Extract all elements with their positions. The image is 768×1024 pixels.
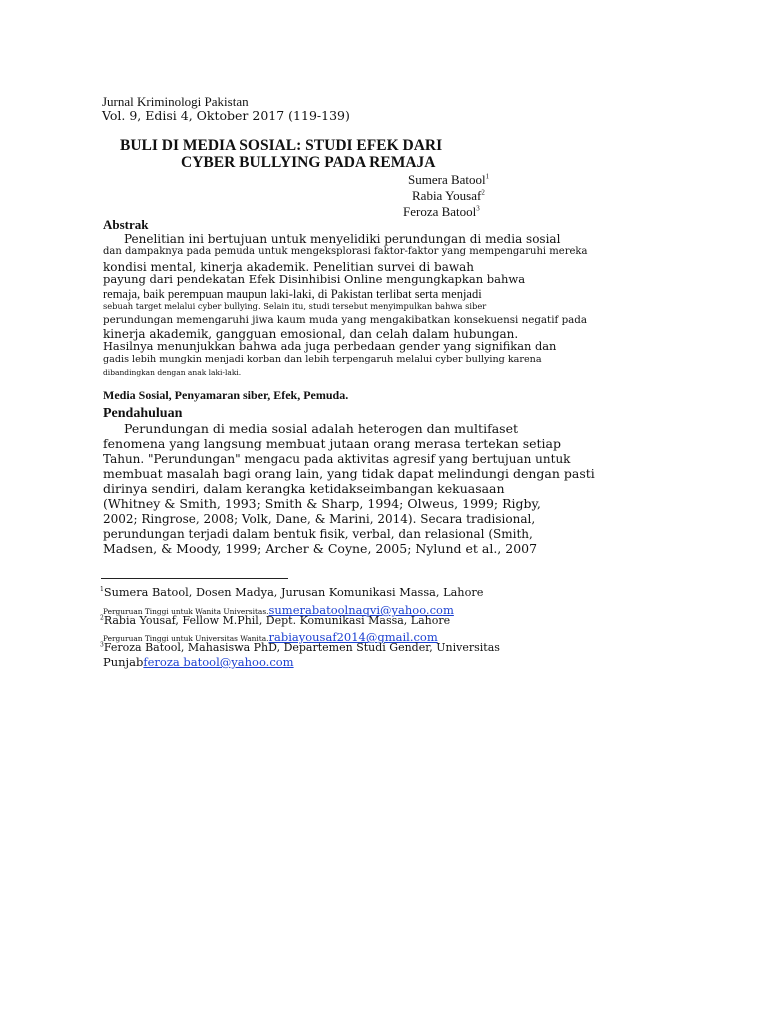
intro-line-9: Madsen, & Moody, 1999; Archer & Coyne, 2005; Nylund et al., 2007 <box>103 541 538 556</box>
abstract-line-11: dibandingkan dengan anak laki-laki. <box>103 368 242 377</box>
abstract-line-4: payung dari pendekatan Efek Disinhibisi Online mengungkapkan bahwa <box>103 272 526 286</box>
intro-heading: Pendahuluan <box>103 406 183 421</box>
intro-line-1: Perundungan di media sosial adalah heterogen dan multifaset <box>124 421 518 436</box>
author-1 <box>408 173 489 186</box>
abstract-line-1: Penelitian ini bertujuan untuk menyelidiki perundungan di media sosial <box>124 232 561 246</box>
footnote-3-email-link[interactable]: feroza batool@yahoo.com <box>143 655 294 669</box>
footnote-1 <box>100 587 483 598</box>
keywords: Media Sosial, Penyamaran siber, Efek, Pemuda. <box>103 388 349 402</box>
intro-line-7: 2002; Ringrose, 2008; Volk, Dane, & Marini, 2014). Secara tradisional, <box>103 512 536 526</box>
abstract-line-10: gadis lebih mungkin menjadi korban dan lebih terpengaruh melalui cyber bullying karena <box>103 354 542 365</box>
intro-line-2: fenomena yang langsung membuat jutaan orang merasa tertekan setiap <box>103 436 561 451</box>
author-3-mark: 3 <box>476 204 480 213</box>
author-3-name: Feroza Batool <box>403 204 477 219</box>
footnote-3 <box>100 642 500 653</box>
footnote-3-text: Feroza Batool, Mahasiswa PhD, Departemen Studi Gender, Universitas <box>103 641 500 654</box>
footnote-1-institution: Perguruan Tinggi untuk Wanita Universitas. <box>103 607 269 616</box>
footnote-3-mark: 3 <box>100 641 104 649</box>
footnote-1-text: Sumera Batool, Dosen Madya, Jurusan Komunikasi Massa, Lahore <box>103 586 484 599</box>
author-2 <box>412 189 485 202</box>
author-2-mark: 2 <box>481 188 485 197</box>
author-1-mark: 1 <box>485 172 490 181</box>
footnote-2 <box>100 615 450 626</box>
abstract-line-6: sebuah target melalui cyber bullying. Selain itu, studi tersebut menyimpulkan bahwa siber <box>103 301 487 311</box>
abstract-line-7: perundungan memengaruhi jiwa kaum muda yang mengakibatkan konsekuensi negatif pada <box>103 314 588 326</box>
journal-volume: Vol. 9, Edisi 4, Oktober 2017 (119-139) <box>102 108 350 123</box>
abstract-line-8: kinerja akademik, gangguan emosional, dan celah dalam hubungan. <box>103 327 519 341</box>
intro-line-6: (Whitney & Smith, 1993; Smith & Sharp, 1994; Olweus, 1999; Rigby, <box>103 496 541 511</box>
author-2-name: Rabia Yousaf <box>412 188 482 203</box>
author-3 <box>403 205 480 218</box>
abstract-heading: Abstrak <box>103 217 149 232</box>
intro-line-5: dirinya sendiri, dalam kerangka ketidakseimbangan kekuasaan <box>103 481 505 496</box>
abstract-line-5: remaja, baik perempuan maupun laki-laki, di Pakistan terlibat serta menjadi <box>103 287 482 301</box>
footnote-2-mark: 2 <box>100 614 104 622</box>
abstract-line-3: kondisi mental, kinerja akademik. Penelitian survei di bawah <box>103 260 475 274</box>
footnote-divider <box>101 578 288 579</box>
abstract-line-2: dan dampaknya pada pemuda untuk mengeksplorasi faktor-faktor yang mempengaruhi mereka <box>103 246 588 257</box>
footnote-2-text: Rabia Yousaf, Fellow M.Phil, Dept. Komunikasi Massa, Lahore <box>103 614 451 627</box>
intro-line-8: perundungan terjadi dalam bentuk fisik, verbal, dan relasional (Smith, <box>103 527 533 541</box>
footnote-3-institution: Punjab <box>103 655 144 669</box>
footnote-1-email-link[interactable]: sumerabatoolnaqvi@yahoo.com <box>268 603 454 617</box>
footnote-2-institution: Perguruan Tinggi untuk Universitas Wanita. <box>103 634 269 643</box>
intro-line-4: membuat masalah bagi orang lain, yang tidak dapat melindungi dengan pasti <box>103 466 595 481</box>
journal-name: Jurnal Kriminologi Pakistan <box>102 94 249 109</box>
intro-line-3: Tahun. "Perundungan" mengacu pada aktivitas agresif yang bertujuan untuk <box>103 452 571 466</box>
footnote-1-mark: 1 <box>100 586 104 594</box>
title-line-2: CYBER BULLYING PADA REMAJA <box>181 154 436 171</box>
abstract-line-9: Hasilnya menunjukkan bahwa ada juga perbedaan gender yang signifikan dan <box>103 339 557 353</box>
title-line-1: BULI DI MEDIA SOSIAL: STUDI EFEK DARI <box>120 137 443 154</box>
footnote-2-email-link[interactable]: rabiayousaf2014@gmail.com <box>268 630 438 644</box>
footnote-3-affiliation <box>103 657 294 669</box>
author-1-name: Sumera Batool <box>408 172 486 187</box>
